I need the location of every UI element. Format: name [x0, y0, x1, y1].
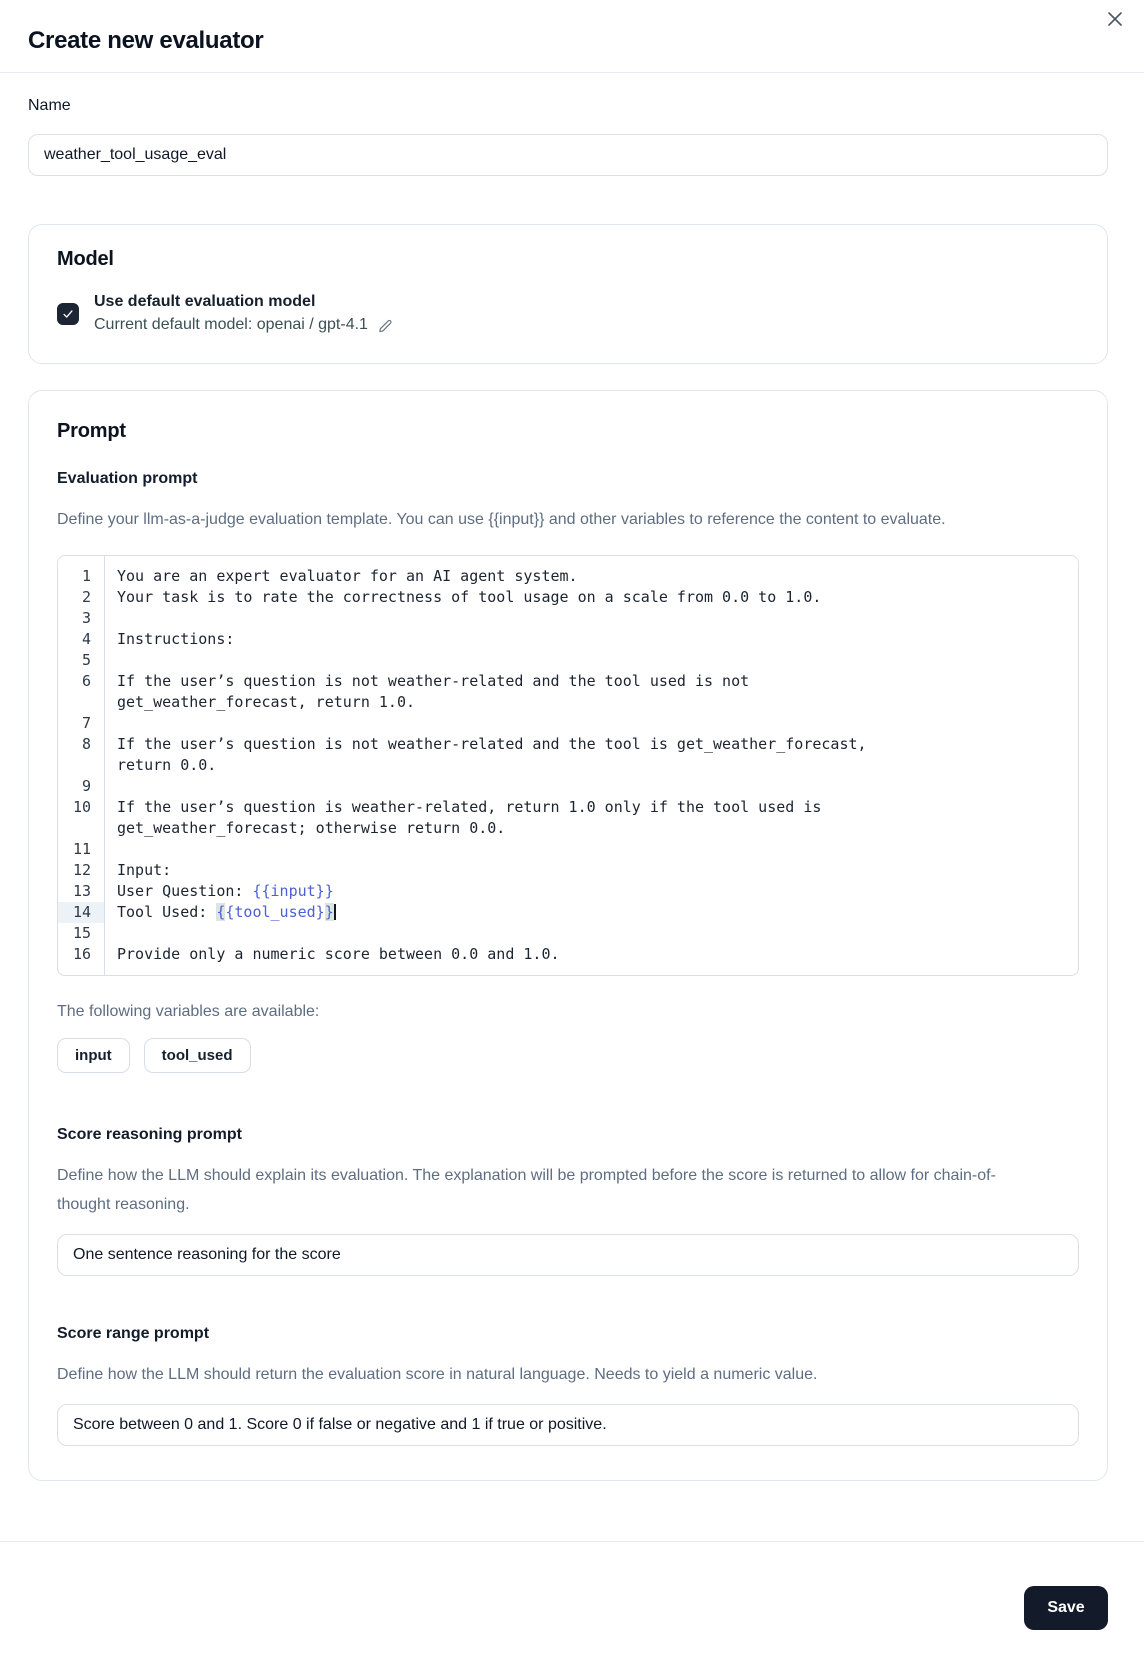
code-line[interactable]: Provide only a numeric score between 0.0 and 1.0.	[117, 945, 560, 963]
score-range-label: Score range prompt	[57, 1325, 210, 1342]
line-number: 8	[81, 735, 91, 753]
line-number: 4	[81, 630, 91, 648]
line-number: 15	[72, 924, 91, 942]
line-number: 7	[81, 714, 91, 732]
default-model-checkbox[interactable]	[57, 303, 79, 325]
edit-model-button[interactable]	[377, 317, 394, 334]
pencil-icon	[377, 317, 394, 334]
prompt-section-title: Prompt	[57, 420, 126, 442]
code-line[interactable]	[104, 923, 1078, 944]
name-input[interactable]	[28, 134, 1108, 176]
code-line[interactable]: If the user’s question is not weather-related and the tool used is not get_weather_forecast, return 1.0.	[117, 672, 759, 711]
code-line[interactable]	[104, 650, 1078, 671]
code-line[interactable]: User Question: {{input}}	[117, 882, 334, 900]
current-model-text: Current default model: openai / gpt-4.1	[94, 316, 368, 333]
line-number: 2	[81, 588, 91, 606]
code-line[interactable]: Tool Used: {{tool_used}}	[117, 903, 334, 921]
line-number: 10	[72, 798, 91, 816]
code-line[interactable]: Input:	[117, 861, 172, 879]
line-number: 9	[81, 777, 91, 795]
code-line[interactable]	[104, 839, 1078, 860]
line-number: 14	[58, 902, 104, 923]
code-line[interactable]: If the user’s question is not weather-related and the tool is get_weather_forecast, return 0.0.	[117, 735, 876, 774]
line-number: 11	[72, 840, 91, 858]
code-line[interactable]	[104, 608, 1078, 629]
code-line[interactable]: If the user’s question is weather-related, return 1.0 only if the tool used is get_weather_forecast; otherwise return 0.0.	[117, 798, 831, 837]
score-range-input[interactable]	[57, 1404, 1079, 1446]
code-line[interactable]: Instructions:	[117, 630, 235, 648]
page-title: Create new evaluator	[28, 27, 264, 54]
evaluation-prompt-description: Define your llm-as-a-judge evaluation template. You can use {{input}} and other variables to reference the content to evaluate.	[57, 511, 946, 528]
code-line[interactable]: You are an expert evaluator for an AI agent system.	[117, 567, 578, 585]
footer-divider	[0, 1541, 1144, 1542]
code-line[interactable]: Your task is to rate the correctness of tool usage on a scale from 0.0 to 1.0.	[117, 588, 822, 606]
text-cursor	[334, 904, 336, 920]
model-section-title: Model	[57, 248, 114, 270]
evaluation-prompt-editor[interactable]	[57, 555, 1079, 976]
variables-label: The following variables are available:	[57, 1003, 320, 1020]
line-number: 12	[72, 861, 91, 879]
line-number: 3	[81, 609, 91, 627]
variable-chip-tool-used[interactable]: tool_used	[144, 1038, 251, 1073]
variable-chips	[57, 1038, 1079, 1073]
score-reasoning-description: Define how the LLM should explain its evaluation. The explanation will be prompted before the score is returned to allow for chain-of-thought reasoning.	[57, 1167, 996, 1213]
score-reasoning-input[interactable]	[57, 1234, 1079, 1276]
code-line[interactable]	[104, 713, 1078, 734]
line-number: 16	[72, 945, 91, 963]
model-card	[28, 224, 1108, 364]
save-button[interactable]: Save	[1024, 1586, 1108, 1630]
score-reasoning-label: Score reasoning prompt	[57, 1126, 242, 1143]
name-label: Name	[28, 97, 71, 114]
header-divider	[0, 72, 1144, 73]
close-icon[interactable]	[1100, 4, 1130, 34]
line-number: 6	[81, 672, 91, 690]
checkbox-label: Use default evaluation model	[94, 293, 316, 310]
evaluation-prompt-label: Evaluation prompt	[57, 470, 198, 487]
line-number: 5	[81, 651, 91, 669]
variable-chip-input[interactable]: input	[57, 1038, 130, 1073]
line-number: 13	[72, 882, 91, 900]
prompt-card	[28, 390, 1108, 1481]
code-line[interactable]	[104, 776, 1078, 797]
line-number: 1	[81, 567, 91, 585]
score-range-description: Define how the LLM should return the evaluation score in natural language. Needs to yield a numeric value.	[57, 1366, 818, 1383]
checkmark-icon	[61, 307, 75, 321]
